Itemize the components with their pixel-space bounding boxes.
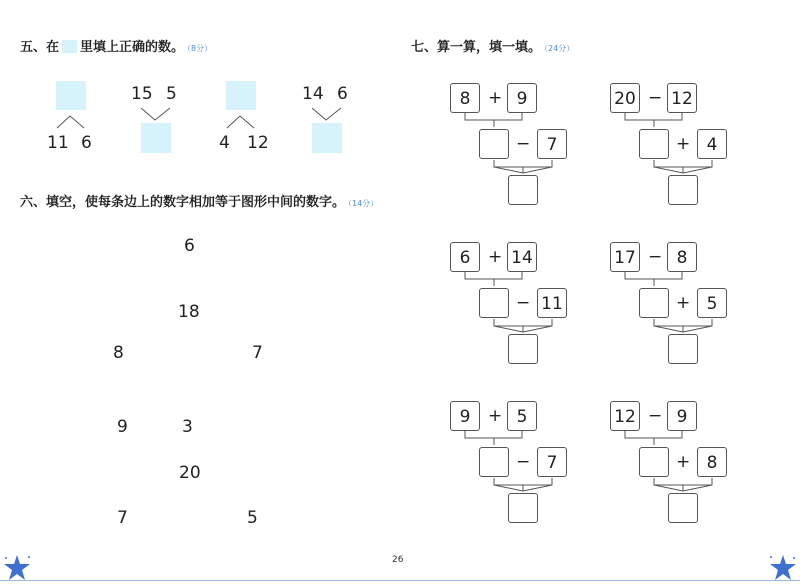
triangle1-left-number: 8	[113, 343, 124, 363]
problem7-2-operand-a: 20	[610, 83, 640, 113]
bottom-rule	[0, 580, 800, 581]
problem7-4-operator1: −	[648, 247, 663, 267]
problem7-3-operand-c: 11	[537, 288, 567, 318]
triangle1-top-number: 6	[184, 236, 195, 256]
section5-title-prefix: 五、在	[20, 40, 60, 55]
problem7-3-answer-box2[interactable]	[508, 334, 538, 364]
problem7-4-answer-box2[interactable]	[668, 334, 698, 364]
problem7-3-answer-box1[interactable]	[479, 288, 509, 318]
number-5-2-left: 15	[131, 84, 153, 104]
section6-points: （14分）	[348, 199, 379, 208]
triangle1-right-number: 7	[252, 343, 263, 363]
problem7-1-answer-box2[interactable]	[508, 175, 538, 205]
problem7-4-answer-box1[interactable]	[639, 288, 669, 318]
triangle2-topleft-number: 9	[117, 417, 128, 437]
problem7-1-operand-a: 8	[450, 83, 480, 113]
problem7-4-operator2: +	[676, 293, 691, 313]
number-5-4-left: 14	[302, 84, 324, 104]
problem7-2-operand-c: 4	[697, 129, 727, 159]
number-5-1-right: 6	[81, 133, 92, 153]
problem7-1-operator2: −	[516, 134, 531, 154]
star-icon-right	[768, 553, 798, 583]
triangle2-center-number: 20	[179, 463, 201, 483]
problem7-6-operand-c: 8	[697, 447, 727, 477]
problem7-5-answer-box2[interactable]	[508, 493, 538, 523]
problem7-5-answer-box1[interactable]	[479, 447, 509, 477]
section6-title-text: 六、填空，使每条边上的数字相加等于图形中间的数字。	[20, 195, 346, 210]
problem7-4-operand-a: 17	[610, 242, 640, 272]
problem7-6-answer-box2[interactable]	[668, 493, 698, 523]
number-5-1-left: 11	[47, 133, 69, 153]
star-icon-left	[2, 553, 32, 583]
triangle2-bottomright-number: 5	[247, 508, 258, 528]
problem7-3-operand-b: 14	[507, 242, 537, 272]
problem7-3-operator1: +	[488, 247, 503, 267]
problem7-4-operand-b: 8	[667, 242, 697, 272]
problem7-1-operand-c: 7	[537, 129, 567, 159]
number-5-3-left: 4	[219, 133, 230, 153]
triangle2-bottomleft-number: 7	[117, 508, 128, 528]
section5-title-suffix: 里填上正确的数。	[80, 40, 185, 55]
problem7-2-operand-b: 12	[667, 83, 697, 113]
problem7-1-operand-b: 9	[507, 83, 537, 113]
problem7-6-answer-box1[interactable]	[639, 447, 669, 477]
number-5-2-right: 5	[166, 84, 177, 104]
triangle2-topright-number: 3	[182, 417, 193, 437]
problem7-5-operator2: −	[516, 452, 531, 472]
problem7-5-operator1: +	[488, 406, 503, 426]
problem7-2-operator1: −	[648, 88, 663, 108]
problem7-2-answer-box2[interactable]	[668, 175, 698, 205]
problem7-6-operator2: +	[676, 452, 691, 472]
problem7-2-answer-box1[interactable]	[639, 129, 669, 159]
problem7-5-operand-b: 5	[507, 401, 537, 431]
problem7-4-operand-c: 5	[697, 288, 727, 318]
section7-title-text: 七、算一算，填一填。	[411, 40, 542, 55]
problem7-2-operator2: +	[676, 134, 691, 154]
problem7-6-operator1: −	[648, 406, 663, 426]
problem7-1-answer-box1[interactable]	[479, 129, 509, 159]
section5-points: （8分）	[187, 44, 213, 53]
page-number: 26	[392, 555, 404, 565]
problem7-3-operand-a: 6	[450, 242, 480, 272]
problem7-3-operator2: −	[516, 293, 531, 313]
number-5-4-right: 6	[337, 84, 348, 104]
problem7-1-operator1: +	[488, 88, 503, 108]
problem7-6-operand-a: 12	[610, 401, 640, 431]
triangle1-center-number: 18	[178, 302, 200, 322]
problem7-6-operand-b: 9	[667, 401, 697, 431]
problem7-5-operand-a: 9	[450, 401, 480, 431]
section7-points: （24分）	[544, 44, 575, 53]
number-5-3-right: 12	[247, 133, 269, 153]
problem7-5-operand-c: 7	[537, 447, 567, 477]
